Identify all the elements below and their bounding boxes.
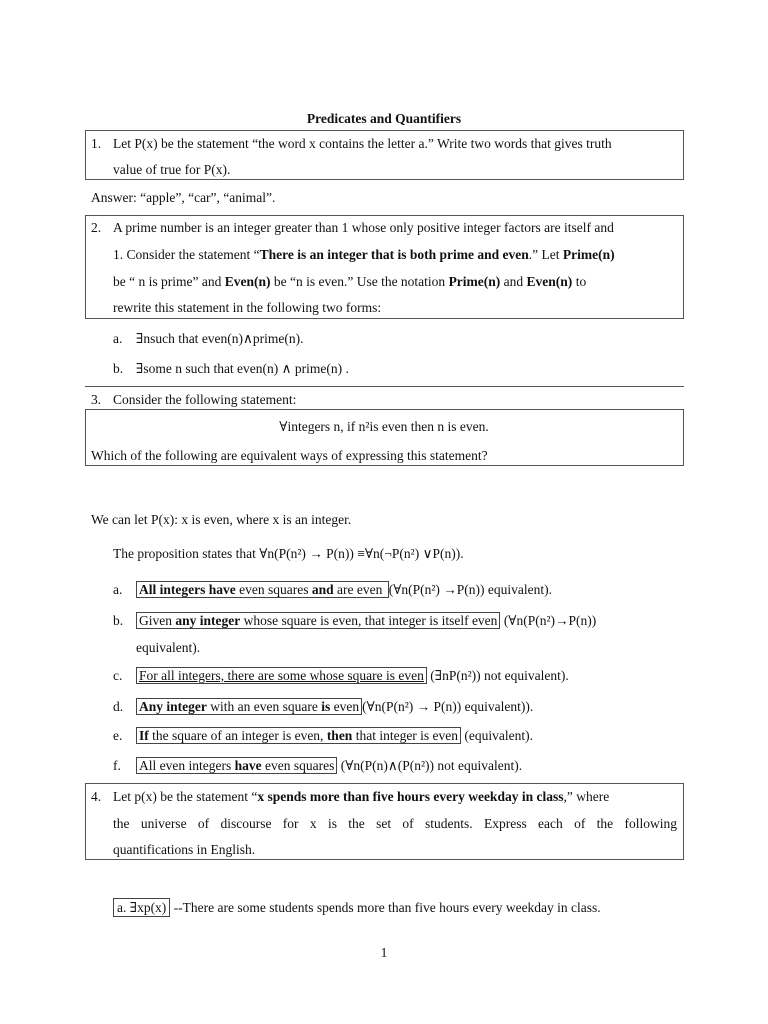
q3-item-d (136, 699, 533, 715)
q3-item-d-label: d. (113, 699, 124, 714)
q3-item-a-text-2: are even (333, 582, 386, 597)
q3-item-f-text-2: even squares (261, 758, 335, 773)
q3-top-rule (85, 386, 684, 387)
q2-prime-notation-2: Prime(n) (448, 274, 501, 289)
q3-item-a-verdict: (∀n(P(n²) →P(n)) equivalent). (388, 582, 553, 597)
q3-item-c-boxed: For all integers, there are some whose square is even (136, 667, 427, 684)
q3-item-a-text-1: even squares (235, 582, 312, 597)
q3-item-b-label: b. (113, 613, 124, 628)
q2-part-b-label: b. (113, 361, 124, 376)
question-4-number: 4. (91, 789, 102, 804)
q2-even-notation: Even(n) (224, 274, 271, 289)
q3-item-b-boxed (136, 612, 500, 629)
q3-item-f-boxed (136, 757, 337, 774)
q2-prime-notation: Prime(n) (562, 247, 615, 262)
q3-item-f-label: f. (113, 758, 121, 773)
q3-item-d-verdict: (∀n(P(n²) → P(n)) equivalent)). (362, 699, 534, 714)
q4-part-a-boxed-label: a. ∃xp(x) (113, 898, 170, 917)
q3-item-f-bold-1: have (234, 758, 262, 773)
q4-line1-text-c: ,” where (563, 789, 610, 804)
question-4-line-2: the universe of discourse for x is the set of students. Express each of the following (113, 816, 677, 831)
q3-item-c-label: c. (113, 668, 123, 683)
q3-item-a-bold-2: and (311, 582, 334, 597)
q4-part-a (113, 900, 601, 916)
q3-item-e-text-1: the square of an integer is even, (148, 728, 327, 743)
q2-line3-text-c: be “n is even.” Use the notation (270, 274, 449, 289)
q3-question: Which of the following are equivalent ways of expressing this statement? (91, 448, 488, 463)
q3-item-e-bold-2: then (326, 728, 353, 743)
q3-item-b-bold-1: any integer (175, 613, 241, 628)
page-number: 1 (380, 945, 388, 960)
q3-item-c-verdict: (∃nP(n²)) not equivalent). (426, 668, 569, 683)
question-1-line-1: Let P(x) be the statement “the word x contains the letter a.” Write two words that gives truth (113, 136, 612, 151)
q2-line3-text-e: and (500, 274, 527, 289)
q3-item-b-verdict: (∀n(P(n²)→P(n)) (500, 613, 597, 628)
q3-item-b-text-2: whose square is even, that integer is itself even (240, 613, 498, 628)
question-4-line-3: quantifications in English. (113, 842, 256, 857)
q2-line3-text-g: to (572, 274, 587, 289)
page-title: Predicates and Quantifiers (306, 111, 462, 126)
q2-part-a-text: ∃nsuch that even(n)∧prime(n). (136, 331, 304, 346)
q3-item-b-text-1: Given (139, 613, 176, 628)
q2-statement: There is an integer that is both prime and even (259, 247, 529, 262)
q3-item-d-text-1: with an even square (206, 699, 322, 714)
q3-item-f (136, 758, 522, 774)
q2-part-a-label: a. (113, 331, 123, 346)
q3-item-e (136, 728, 533, 744)
q2-line3-text-a: be “ n is prime” and (113, 274, 225, 289)
q3-item-a-bold-1: All integers have (139, 582, 236, 597)
question-2-number: 2. (91, 220, 102, 235)
q3-item-c (136, 668, 569, 684)
question-3-number: 3. (91, 392, 102, 407)
q3-item-d-text-2: even (330, 699, 360, 714)
q3-statement: ∀integers n, if n²is even then n is even. (279, 419, 489, 434)
question-3-line-1: Consider the following statement: (113, 392, 297, 407)
q3-item-e-verdict: (equivalent). (461, 728, 534, 743)
q2-line2-text-c: .” Let (528, 247, 563, 262)
question-2-line-4: rewrite this statement in the following two forms: (113, 300, 382, 315)
q3-proposition: The proposition states that ∀n(P(n²) → P(n)) ≡∀n(¬P(n²) ∨P(n)). (113, 546, 464, 561)
q3-item-e-boxed (136, 727, 461, 744)
q3-item-f-verdict: (∀n(P(n)∧(P(n²)) not equivalent). (337, 758, 523, 773)
q3-item-e-bold-1: If (139, 728, 149, 743)
question-4-line-1 (113, 789, 609, 805)
q2-line2-text-a: 1. Consider the statement “ (113, 247, 260, 262)
q3-item-d-bold-1: Any integer (139, 699, 207, 714)
q3-item-e-label: e. (113, 728, 123, 743)
q4-line1-text-a: Let p(x) be the statement “ (113, 789, 258, 804)
question-1-number: 1. (91, 136, 102, 151)
q3-item-a (136, 582, 552, 598)
question-1-line-2: value of true for P(x). (113, 162, 231, 177)
q2-even-notation-2: Even(n) (526, 274, 573, 289)
question-2-line-3 (113, 274, 586, 290)
q4-part-a-answer: --There are some students spends more than five hours every weekday in class. (170, 900, 601, 915)
question-2-line-2 (113, 247, 615, 263)
q2-part-b-text: ∃some n such that even(n) ∧ prime(n) . (136, 361, 349, 376)
q3-item-f-text-1: All even integers (139, 758, 235, 773)
q3-item-d-bold-2: is (321, 699, 331, 714)
question-2-line-1: A prime number is an integer greater than 1 whose only positive integer factors are itself and (113, 220, 614, 235)
q3-item-b-verdict-2: equivalent). (136, 640, 201, 655)
q3-item-a-boxed (136, 581, 389, 598)
q3-item-d-boxed (136, 698, 362, 715)
q3-item-a-label: a. (113, 582, 123, 597)
q3-item-b (136, 613, 596, 629)
q3-item-e-text-2: that integer is even (352, 728, 459, 743)
q4-statement: x spends more than five hours every weekday in class (257, 789, 564, 804)
question-1-answer: Answer: “apple”, “car”, “animal”. (91, 190, 276, 205)
q3-let-definition: We can let P(x): x is even, where x is an integer. (91, 512, 352, 527)
